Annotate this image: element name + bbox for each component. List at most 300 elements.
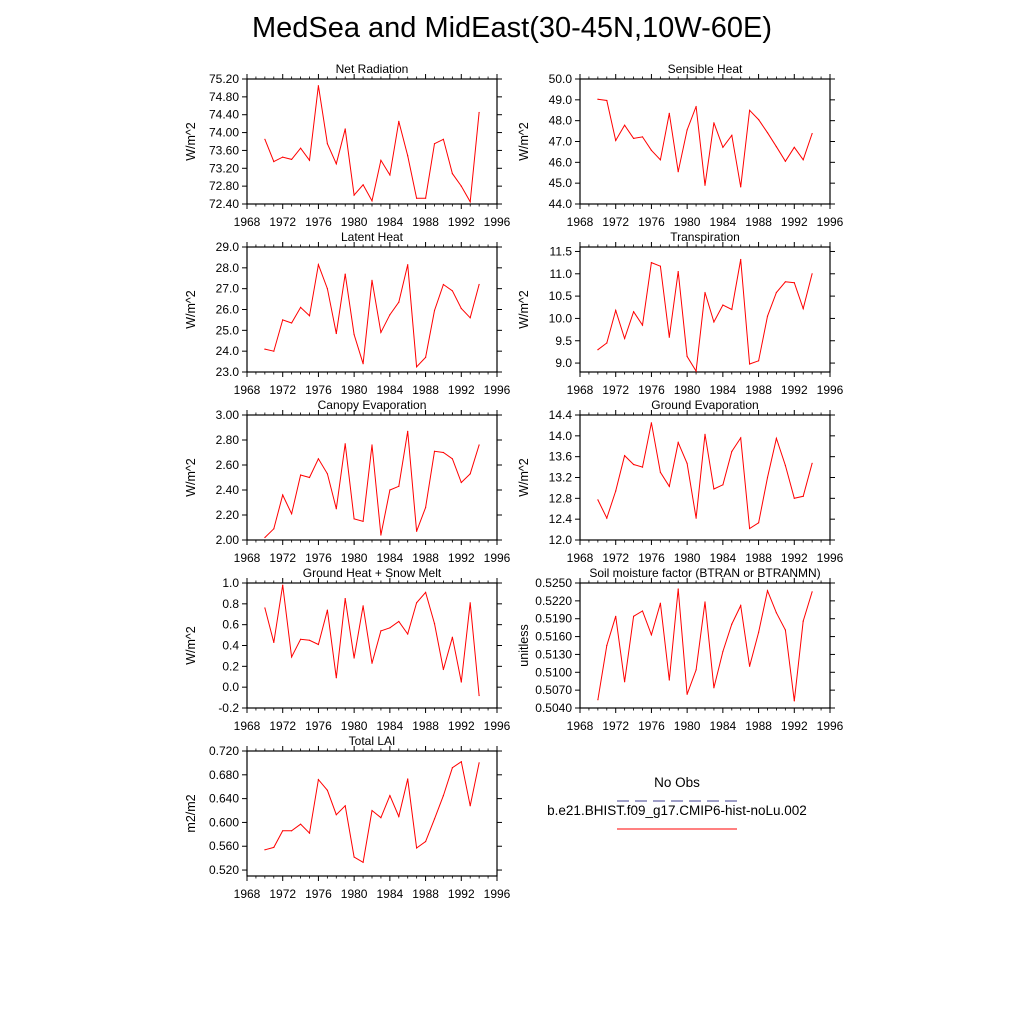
x-tick-label: 1976 <box>638 215 665 229</box>
data-point <box>380 534 381 535</box>
x-tick-label: 1984 <box>376 551 404 565</box>
x-tick-label: 1976 <box>305 719 332 733</box>
x-tick-label: 1976 <box>305 215 332 229</box>
y-axis-label: W/m^2 <box>184 122 198 161</box>
legend <box>547 775 807 829</box>
data-point <box>416 198 417 199</box>
data-point <box>380 630 381 631</box>
data-point <box>794 147 795 148</box>
x-tick-label: 1996 <box>483 887 511 901</box>
data-point <box>398 302 399 303</box>
data-point <box>470 317 471 318</box>
x-tick-label: 1972 <box>602 215 630 229</box>
y-axis-label: W/m^2 <box>517 458 531 497</box>
data-point <box>615 616 616 617</box>
y-tick-label: 11.5 <box>549 244 572 259</box>
data-point <box>345 128 346 129</box>
y-tick-label: 12.8 <box>548 491 572 506</box>
data-point <box>597 349 598 350</box>
y-tick-label: 73.60 <box>208 143 239 158</box>
y-axis-label: W/m^2 <box>184 626 198 665</box>
data-point <box>803 159 804 160</box>
data-point <box>371 444 372 445</box>
data-point <box>327 288 328 289</box>
series-line <box>265 86 479 202</box>
data-point <box>291 322 292 323</box>
x-tick-label: 1996 <box>483 551 511 565</box>
data-point <box>336 677 337 678</box>
y-tick-label: 0.5160 <box>535 629 572 644</box>
y-tick-label: 27.0 <box>215 281 239 296</box>
x-tick-label: 1968 <box>566 215 594 229</box>
data-point <box>452 458 453 459</box>
data-point <box>309 833 310 834</box>
y-tick-label: 13.6 <box>548 449 572 464</box>
legend-label: No Obs <box>654 775 700 790</box>
y-tick-label: 14.0 <box>548 428 572 443</box>
data-point <box>461 761 462 762</box>
series-line <box>265 585 479 695</box>
y-tick-label: 28.0 <box>215 260 239 275</box>
x-tick-label: 1968 <box>233 551 261 565</box>
data-point <box>282 319 283 320</box>
data-point <box>389 314 390 315</box>
x-tick-label: 1980 <box>340 215 368 229</box>
data-point <box>443 452 444 453</box>
data-point <box>300 307 301 308</box>
y-tick-label: 3.00 <box>215 408 239 422</box>
data-point <box>597 699 598 700</box>
data-point <box>318 458 319 459</box>
data-point <box>470 805 471 806</box>
x-tick-label: 1976 <box>305 551 332 565</box>
x-tick-label: 1980 <box>340 887 368 901</box>
plot-frame <box>247 751 497 876</box>
data-point <box>327 790 328 791</box>
data-point <box>371 810 372 811</box>
data-point <box>713 488 714 489</box>
x-tick-label: 1992 <box>447 551 475 565</box>
data-point <box>704 185 705 186</box>
x-tick-label: 1972 <box>602 383 630 397</box>
panel-title: Ground Evaporation <box>651 398 759 412</box>
y-tick-label: 44.0 <box>548 197 572 211</box>
data-point <box>615 490 616 491</box>
data-point <box>669 337 670 338</box>
series-line <box>265 431 479 537</box>
data-point <box>318 644 319 645</box>
data-point <box>264 349 265 350</box>
data-point <box>651 150 652 151</box>
y-tick-label: 72.40 <box>208 197 239 211</box>
data-point <box>812 273 813 274</box>
y-tick-label: 72.80 <box>208 179 239 194</box>
data-point <box>363 862 364 863</box>
data-point <box>443 795 444 796</box>
series-line <box>598 423 812 529</box>
data-point <box>452 290 453 291</box>
data-point <box>776 292 777 293</box>
data-point <box>642 325 643 326</box>
x-tick-label: 1988 <box>412 719 439 733</box>
y-tick-label: -0.2 <box>218 701 239 715</box>
data-point <box>434 623 435 624</box>
data-point <box>300 148 301 149</box>
data-point <box>642 467 643 468</box>
x-tick-label: 1988 <box>745 215 772 229</box>
x-tick-label: 1984 <box>376 215 404 229</box>
data-point <box>749 528 750 529</box>
data-point <box>633 138 634 139</box>
data-point <box>696 518 697 519</box>
x-tick-label: 1972 <box>269 215 297 229</box>
data-point <box>443 284 444 285</box>
x-tick-label: 1988 <box>412 215 439 229</box>
y-tick-label: 10.0 <box>548 311 572 326</box>
data-point <box>731 309 732 310</box>
data-point <box>704 434 705 435</box>
data-point <box>803 621 804 622</box>
y-tick-label: 0.5100 <box>535 665 572 680</box>
y-tick-label: 75.20 <box>208 72 239 86</box>
x-tick-label: 1976 <box>638 383 665 397</box>
data-point <box>407 431 408 432</box>
panel-latent-heat <box>184 230 511 397</box>
data-point <box>425 357 426 358</box>
data-point <box>291 656 292 657</box>
data-point <box>434 310 435 311</box>
data-point <box>470 602 471 603</box>
data-point <box>345 443 346 444</box>
y-axis-label: W/m^2 <box>517 122 531 161</box>
data-point <box>776 146 777 147</box>
panel-title: Transpiration <box>670 230 740 244</box>
data-point <box>660 266 661 267</box>
x-tick-label: 1980 <box>673 383 701 397</box>
y-tick-label: 74.00 <box>208 125 239 140</box>
x-tick-label: 1992 <box>780 215 808 229</box>
x-tick-label: 1980 <box>673 719 701 733</box>
data-point <box>767 316 768 317</box>
data-point <box>416 366 417 367</box>
data-point <box>407 264 408 265</box>
data-point <box>434 818 435 819</box>
data-point <box>785 465 786 466</box>
y-tick-label: 0.600 <box>208 815 239 830</box>
panel-ground-evaporation <box>517 398 844 565</box>
y-tick-label: 0.560 <box>208 839 239 854</box>
y-tick-label: 11.0 <box>549 266 572 281</box>
data-point <box>461 186 462 187</box>
y-tick-label: 2.80 <box>215 433 239 447</box>
data-point <box>606 518 607 519</box>
data-point <box>731 624 732 625</box>
data-point <box>300 474 301 475</box>
data-point <box>264 139 265 140</box>
y-tick-label: 48.0 <box>548 113 572 128</box>
data-point <box>363 521 364 522</box>
data-point <box>696 371 697 372</box>
data-point <box>624 338 625 339</box>
x-tick-label: 1996 <box>816 215 844 229</box>
y-tick-label: 2.40 <box>215 483 239 497</box>
data-point <box>624 455 625 456</box>
x-tick-label: 1972 <box>269 719 297 733</box>
data-point <box>416 847 417 848</box>
data-point <box>713 122 714 123</box>
panel-total-lai <box>184 734 511 901</box>
panel-transpiration <box>517 230 844 397</box>
data-point <box>318 85 319 86</box>
data-point <box>309 640 310 641</box>
x-tick-label: 1980 <box>340 551 368 565</box>
data-point <box>606 645 607 646</box>
data-point <box>273 351 274 352</box>
data-point <box>434 143 435 144</box>
data-point <box>660 603 661 604</box>
y-tick-label: 0.4 <box>222 638 239 653</box>
data-point <box>624 125 625 126</box>
data-point <box>282 585 283 586</box>
data-point <box>354 195 355 196</box>
data-point <box>380 817 381 818</box>
data-point <box>300 824 301 825</box>
data-point <box>309 315 310 316</box>
data-point <box>731 135 732 136</box>
data-point <box>300 639 301 640</box>
data-point <box>345 598 346 599</box>
data-point <box>722 304 723 305</box>
x-tick-label: 1996 <box>816 719 844 733</box>
x-tick-label: 1996 <box>816 383 844 397</box>
x-tick-label: 1988 <box>745 551 772 565</box>
plot-frame <box>247 247 497 372</box>
data-point <box>363 184 364 185</box>
data-point <box>425 198 426 199</box>
data-point <box>398 621 399 622</box>
data-point <box>479 695 480 696</box>
data-point <box>345 805 346 806</box>
data-point <box>606 342 607 343</box>
y-tick-label: 2.20 <box>215 508 239 522</box>
data-point <box>291 513 292 514</box>
x-tick-label: 1972 <box>269 551 297 565</box>
y-tick-label: 12.0 <box>548 533 572 547</box>
data-point <box>651 422 652 423</box>
data-point <box>434 451 435 452</box>
data-point <box>785 629 786 630</box>
x-tick-label: 1988 <box>745 383 772 397</box>
y-axis-label: W/m^2 <box>184 458 198 497</box>
data-point <box>749 110 750 111</box>
data-point <box>597 99 598 100</box>
data-point <box>345 274 346 275</box>
data-point <box>371 663 372 664</box>
data-point <box>678 171 679 172</box>
plot-frame <box>580 247 830 372</box>
x-tick-label: 1988 <box>412 383 439 397</box>
data-point <box>452 173 453 174</box>
x-tick-label: 1972 <box>602 719 630 733</box>
panel-net-radiation <box>184 62 511 229</box>
data-point <box>389 627 390 628</box>
data-point <box>660 159 661 160</box>
y-tick-label: 9.0 <box>555 356 572 371</box>
data-point <box>398 816 399 817</box>
data-point <box>291 159 292 160</box>
legend-label: b.e21.BHIST.f09_g17.CMIP6-hist-noLu.002 <box>547 803 807 818</box>
data-point <box>479 444 480 445</box>
y-tick-label: 9.5 <box>555 333 572 348</box>
panel-canopy-evaporation <box>184 398 511 565</box>
y-tick-label: 14.4 <box>548 408 572 422</box>
x-tick-label: 1968 <box>233 719 261 733</box>
y-axis-label: m2/m2 <box>184 794 198 833</box>
data-point <box>363 605 364 606</box>
x-tick-label: 1976 <box>638 719 665 733</box>
data-point <box>812 133 813 134</box>
data-point <box>336 508 337 509</box>
data-point <box>722 651 723 652</box>
x-tick-label: 1968 <box>566 719 594 733</box>
data-point <box>273 642 274 643</box>
x-tick-label: 1972 <box>269 383 297 397</box>
x-tick-label: 1996 <box>816 551 844 565</box>
y-tick-label: 1.0 <box>222 576 239 590</box>
data-point <box>389 489 390 490</box>
series-line <box>598 99 812 187</box>
data-point <box>425 841 426 842</box>
y-tick-label: 25.0 <box>215 323 239 338</box>
y-tick-label: 24.0 <box>215 344 239 359</box>
x-tick-label: 1984 <box>709 215 737 229</box>
data-point <box>678 271 679 272</box>
y-tick-label: 0.6 <box>222 617 239 632</box>
x-tick-label: 1984 <box>376 887 404 901</box>
data-point <box>704 292 705 293</box>
x-tick-label: 1980 <box>340 719 368 733</box>
y-tick-label: 12.4 <box>548 512 572 527</box>
data-point <box>651 262 652 263</box>
data-point <box>479 762 480 763</box>
data-point <box>443 139 444 140</box>
series-line <box>265 762 479 863</box>
data-point <box>371 200 372 201</box>
x-tick-label: 1984 <box>376 719 404 733</box>
y-tick-label: 46.0 <box>548 155 572 170</box>
data-point <box>687 694 688 695</box>
data-point <box>713 321 714 322</box>
y-tick-label: 0.2 <box>222 659 239 674</box>
x-tick-label: 1988 <box>745 719 772 733</box>
panel-title: Canopy Evaporation <box>317 398 427 412</box>
data-point <box>803 308 804 309</box>
data-point <box>264 849 265 850</box>
x-tick-label: 1996 <box>483 383 511 397</box>
data-point <box>740 259 741 260</box>
y-tick-label: 29.0 <box>215 240 239 254</box>
data-point <box>336 163 337 164</box>
x-tick-label: 1988 <box>412 551 439 565</box>
figure-title: MedSea and MidEast(30-45N,10W-60E) <box>251 12 773 44</box>
data-point <box>606 100 607 101</box>
x-tick-label: 1968 <box>566 383 594 397</box>
data-point <box>785 281 786 282</box>
data-point <box>794 498 795 499</box>
y-tick-label: 0.0 <box>222 680 239 695</box>
data-point <box>425 507 426 508</box>
data-point <box>767 590 768 591</box>
panel-title: Sensible Heat <box>667 62 743 76</box>
data-point <box>740 605 741 606</box>
data-point <box>687 129 688 130</box>
data-point <box>327 143 328 144</box>
series-line <box>598 589 812 701</box>
x-tick-label: 1992 <box>447 719 475 733</box>
data-point <box>615 310 616 311</box>
x-tick-label: 1984 <box>376 383 404 397</box>
y-axis-label: W/m^2 <box>184 290 198 329</box>
data-point <box>633 616 634 617</box>
data-point <box>309 160 310 161</box>
data-point <box>597 499 598 500</box>
y-tick-label: 23.0 <box>215 365 239 379</box>
y-tick-label: 10.5 <box>548 289 572 304</box>
data-point <box>479 284 480 285</box>
data-point <box>669 679 670 680</box>
data-point <box>389 174 390 175</box>
data-point <box>669 486 670 487</box>
x-tick-label: 1992 <box>780 719 808 733</box>
x-tick-label: 1976 <box>305 383 332 397</box>
x-tick-label: 1996 <box>483 215 511 229</box>
data-point <box>380 160 381 161</box>
data-point <box>264 607 265 608</box>
data-point <box>722 147 723 148</box>
data-point <box>633 464 634 465</box>
y-tick-label: 0.5250 <box>535 576 572 590</box>
data-point <box>470 201 471 202</box>
y-tick-label: 73.20 <box>208 161 239 176</box>
x-tick-label: 1980 <box>673 551 701 565</box>
x-tick-label: 1988 <box>412 887 439 901</box>
x-tick-label: 1996 <box>483 719 511 733</box>
y-tick-label: 0.5220 <box>535 593 572 608</box>
data-point <box>767 477 768 478</box>
data-point <box>318 264 319 265</box>
data-point <box>678 588 679 589</box>
data-point <box>758 632 759 633</box>
data-point <box>642 610 643 611</box>
x-tick-label: 1972 <box>602 551 630 565</box>
data-point <box>398 486 399 487</box>
data-point <box>678 442 679 443</box>
data-point <box>273 528 274 529</box>
data-point <box>776 612 777 613</box>
data-point <box>731 451 732 452</box>
data-point <box>660 472 661 473</box>
data-point <box>794 700 795 701</box>
x-tick-label: 1976 <box>638 551 665 565</box>
x-tick-label: 1992 <box>447 215 475 229</box>
data-point <box>336 814 337 815</box>
data-point <box>740 186 741 187</box>
data-point <box>398 121 399 122</box>
panel-title: Ground Heat + Snow Melt <box>302 566 442 580</box>
panel-title: Net Radiation <box>335 62 409 76</box>
data-point <box>803 496 804 497</box>
data-point <box>407 633 408 634</box>
